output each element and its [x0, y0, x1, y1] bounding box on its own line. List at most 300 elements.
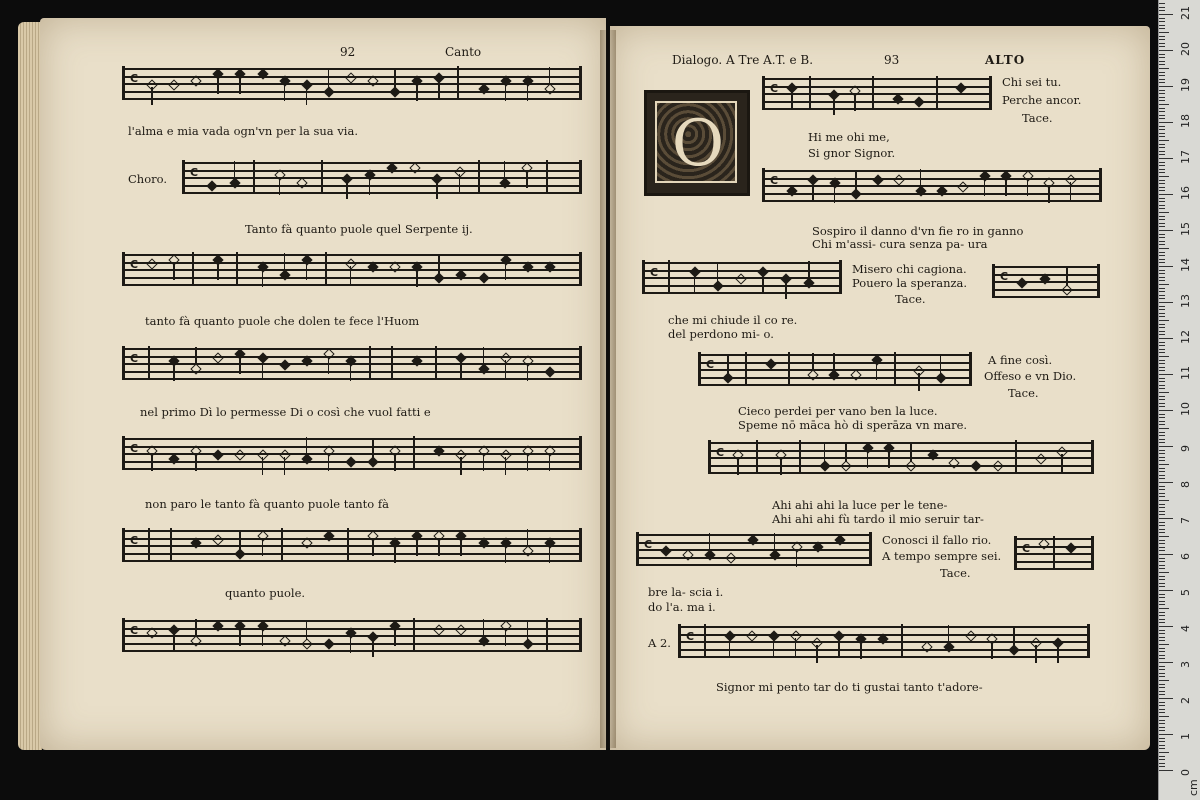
side-text: Tace. — [895, 292, 926, 306]
ruler-tick — [1159, 478, 1165, 479]
music-note — [301, 639, 312, 650]
note-stem — [460, 360, 462, 378]
ruler-tick — [1159, 504, 1165, 505]
note-stem — [483, 619, 485, 637]
note-stem — [483, 347, 485, 365]
note-stem — [812, 353, 814, 371]
staff-barline — [936, 76, 938, 110]
ruler-tick — [1159, 748, 1165, 749]
staff-barline — [122, 66, 125, 100]
lyric-line: Speme nō māca hò di sperāza vn mare. — [738, 418, 968, 432]
note-stem — [328, 356, 330, 374]
ruler-tick — [1159, 144, 1165, 145]
note-stem — [505, 628, 507, 646]
staff-barline — [636, 532, 639, 566]
note-stem — [306, 622, 308, 640]
clef-glyph: C — [1000, 270, 1009, 283]
note-stem — [416, 538, 418, 556]
ruler-tick — [1159, 450, 1165, 451]
ruler-tick — [1159, 651, 1165, 652]
staff-barline — [678, 624, 681, 658]
music-staff — [992, 264, 1100, 300]
ruler-tick — [1159, 54, 1165, 55]
ruler-tick — [1159, 28, 1165, 29]
ruler-tick — [1159, 165, 1165, 166]
music-note — [726, 553, 737, 564]
staff-barline — [148, 346, 150, 380]
ruler-tick — [1159, 270, 1165, 271]
ruler-tick — [1159, 694, 1165, 695]
ruler-tick — [1159, 705, 1165, 706]
ruler-tick — [1159, 586, 1165, 587]
note-stem — [438, 538, 440, 556]
note-stem — [262, 628, 264, 646]
staff-line — [122, 277, 582, 279]
staff-barline — [182, 160, 185, 194]
ruler-tick — [1159, 126, 1165, 127]
staff-barline — [969, 352, 972, 386]
note-stem — [328, 70, 330, 88]
note-stem — [306, 262, 308, 280]
ruler-tick — [1159, 723, 1165, 724]
ruler-tick — [1159, 565, 1165, 566]
ruler-tick — [1159, 82, 1165, 83]
ruler-tick — [1159, 403, 1165, 404]
music-note — [1035, 453, 1046, 464]
ruler-tick — [1159, 176, 1169, 177]
note-stem — [796, 549, 798, 567]
ruler-number: 20 — [1179, 42, 1192, 56]
ruler-tick — [1159, 763, 1165, 764]
music-note — [1016, 277, 1027, 288]
ruler-tick — [1159, 442, 1165, 443]
staff-line — [762, 108, 992, 110]
note-stem — [785, 281, 787, 299]
ruler-tick — [1159, 741, 1165, 742]
ruler-tick — [1159, 388, 1165, 389]
music-note — [747, 534, 758, 545]
note-stem — [394, 628, 396, 646]
music-note — [367, 457, 378, 468]
ruler-tick — [1159, 50, 1173, 51]
staff-line — [122, 650, 582, 652]
staff-line — [122, 371, 582, 373]
staff-barline — [321, 160, 323, 194]
staff-line — [122, 538, 582, 540]
staff-barline — [236, 252, 238, 286]
staff-line — [708, 450, 1094, 452]
ruler-number: 10 — [1179, 402, 1192, 416]
note-stem — [527, 83, 529, 101]
ruler-tick — [1159, 770, 1173, 771]
staff-line — [708, 465, 1094, 467]
note-stem — [940, 356, 942, 374]
staff-barline — [1053, 536, 1055, 570]
staff-barline — [148, 528, 150, 562]
note-stem — [173, 262, 175, 280]
note-stem — [483, 453, 485, 471]
note-stem — [416, 269, 418, 287]
note-stem — [549, 453, 551, 471]
music-staff — [636, 532, 872, 568]
ruler-tick — [1159, 313, 1165, 314]
ruler-tick — [1159, 554, 1173, 555]
ruler-tick — [1159, 280, 1165, 281]
staff-barline — [992, 264, 995, 298]
ruler-tick — [1159, 284, 1169, 285]
ruler-tick — [1159, 756, 1165, 757]
staff-line — [698, 384, 972, 386]
staff-line — [642, 292, 842, 294]
note-stem — [1048, 185, 1050, 203]
staff-line — [678, 649, 1090, 651]
staff-line — [762, 170, 1102, 172]
clef-glyph: C — [130, 72, 139, 85]
music-staff — [698, 352, 972, 388]
staff-barline — [901, 624, 903, 658]
note-stem — [262, 269, 264, 287]
ruler-unit-label: cm — [1187, 779, 1200, 796]
ruler-tick — [1159, 21, 1165, 22]
staff-barline — [989, 76, 992, 110]
ruler-tick — [1159, 662, 1173, 663]
music-note — [235, 449, 246, 460]
staff-barline — [457, 66, 459, 100]
ruler-tick — [1159, 590, 1173, 591]
lyric-line: Ahi ahi ahi fù tardo il mio seruir tar- — [772, 512, 984, 526]
note-stem — [549, 67, 551, 85]
music-note — [386, 162, 397, 173]
staff-barline — [894, 352, 896, 386]
ruler-tick — [1159, 219, 1165, 220]
note-stem — [436, 181, 438, 199]
ruler-tick — [1159, 32, 1169, 33]
staff-barline — [579, 436, 582, 470]
staff-barline — [872, 76, 874, 110]
clef-glyph: C — [644, 538, 653, 551]
ruler-tick — [1159, 18, 1165, 19]
note-stem — [1061, 454, 1063, 472]
music-note — [213, 352, 224, 363]
ruler-tick — [1159, 486, 1165, 487]
staff-line — [642, 262, 842, 264]
ruler-tick — [1159, 698, 1173, 699]
ruler-tick — [1159, 75, 1165, 76]
staff-barline — [546, 160, 548, 194]
note-stem — [505, 83, 507, 101]
note-stem — [173, 363, 175, 381]
ruler-tick — [1159, 507, 1165, 508]
ruler-tick — [1159, 439, 1165, 440]
ruler-tick — [1159, 345, 1165, 346]
note-stem — [854, 93, 856, 111]
staff-barline — [788, 352, 790, 386]
staff-barline — [122, 252, 125, 286]
note-stem — [195, 347, 197, 365]
ruler-tick — [1159, 684, 1165, 685]
ruler-tick — [1159, 324, 1165, 325]
music-note — [935, 373, 946, 384]
music-note — [1062, 285, 1073, 296]
ruler-tick — [1159, 273, 1165, 274]
side-text: A tempo sempre sei. — [882, 549, 1002, 563]
music-note — [434, 273, 445, 284]
side-text: A fine così. — [988, 353, 1053, 367]
note-stem — [460, 457, 462, 475]
note-stem — [1005, 178, 1007, 196]
music-staff — [122, 528, 582, 564]
ruler-tick — [1159, 360, 1165, 361]
ruler-tick — [1159, 64, 1165, 65]
left-running-head: Canto — [445, 45, 482, 59]
ruler-number: 7 — [1179, 517, 1192, 524]
ruler-tick — [1159, 514, 1165, 515]
note-stem — [808, 261, 810, 279]
music-note — [544, 367, 555, 378]
staff-barline — [122, 436, 125, 470]
ruler-tick — [1159, 327, 1165, 328]
music-note — [958, 181, 969, 192]
staff-line — [122, 378, 582, 380]
staff-line — [122, 254, 582, 256]
ruler-tick — [1159, 10, 1165, 11]
staff-barline — [347, 528, 349, 562]
staff-barline — [325, 252, 327, 286]
lyric-line: che mi chiude il co re. — [668, 313, 798, 327]
ruler-tick — [1159, 241, 1165, 242]
clef-glyph: C — [130, 534, 139, 547]
ruler-tick — [1159, 205, 1165, 206]
ruler-tick — [1159, 111, 1165, 112]
ruler-tick — [1159, 738, 1165, 739]
staff-barline — [579, 252, 582, 286]
ruler-tick — [1159, 378, 1165, 379]
side-text: Chi sei tu. — [1002, 75, 1062, 89]
note-stem — [350, 635, 352, 653]
ruler-tick — [1159, 72, 1165, 73]
staff-barline — [413, 436, 415, 470]
ruler-number: 13 — [1179, 294, 1192, 308]
note-stem — [279, 177, 281, 195]
note-stem — [527, 622, 529, 640]
ruler-tick — [1159, 446, 1173, 447]
note-stem — [262, 360, 264, 378]
ruler-tick — [1159, 702, 1165, 703]
ruler-tick — [1159, 734, 1173, 735]
staff-line — [182, 192, 582, 194]
note-stem — [1035, 645, 1037, 663]
ruler-tick — [1159, 356, 1169, 357]
clef-glyph: C — [130, 352, 139, 365]
music-note — [522, 639, 533, 650]
staff-barline — [478, 160, 480, 194]
note-stem — [505, 360, 507, 378]
music-note — [872, 174, 883, 185]
staff-line — [708, 442, 1094, 444]
ruler-tick — [1159, 237, 1165, 238]
music-staff — [762, 168, 1102, 204]
staff-barline — [192, 252, 194, 286]
lyric-line: Cieco perdei per vano ben la luce. — [738, 404, 938, 418]
ruler-tick — [1159, 169, 1165, 170]
staff-barline — [170, 528, 172, 562]
note-stem — [262, 457, 264, 475]
staff-line — [698, 354, 972, 356]
ruler-tick — [1159, 453, 1165, 454]
side-text: Conosci il fallo rio. — [882, 533, 992, 547]
ruler-tick — [1159, 342, 1165, 343]
lyric-line: Signor mi pento tar do ti gustai tanto t'adore- — [716, 680, 983, 694]
right-page-title: Dialogo. A Tre A.T. e B. — [672, 53, 814, 67]
staff-line — [762, 78, 992, 80]
clef-glyph: C — [770, 82, 779, 95]
note-stem — [195, 619, 197, 637]
ruler-tick — [1159, 115, 1165, 116]
note-stem — [394, 545, 396, 563]
ruler-tick — [1159, 594, 1165, 595]
ruler-tick — [1159, 658, 1165, 659]
note-stem — [350, 363, 352, 381]
note-stem — [306, 87, 308, 105]
music-note — [851, 189, 862, 200]
music-staff — [122, 252, 582, 288]
ruler-tick — [1159, 622, 1165, 623]
music-note — [1065, 542, 1076, 553]
note-stem — [372, 538, 374, 556]
music-note — [146, 258, 157, 269]
staff-barline — [281, 528, 283, 562]
ruler-tick — [1159, 712, 1165, 713]
clef-glyph: C — [686, 630, 695, 643]
note-stem — [173, 632, 175, 650]
ruler-tick — [1159, 608, 1169, 609]
ruler-number: 19 — [1179, 78, 1192, 92]
note-stem — [239, 76, 241, 94]
ruler-tick — [1159, 190, 1165, 191]
staff-barline — [668, 260, 670, 294]
note-stem — [394, 70, 396, 88]
ruler-tick — [1159, 676, 1165, 677]
note-stem — [284, 457, 286, 475]
staff-line — [122, 545, 582, 547]
note-stem — [855, 172, 857, 190]
staff-barline — [391, 346, 393, 380]
ruler-tick — [1159, 381, 1165, 382]
clef-glyph: C — [130, 258, 139, 271]
note-stem — [774, 533, 776, 551]
note-stem — [195, 453, 197, 471]
staff-line — [642, 270, 842, 272]
music-staff — [642, 260, 842, 296]
staff-barline — [253, 160, 255, 194]
clef-glyph: C — [1022, 542, 1031, 555]
note-stem — [1057, 645, 1059, 663]
staff-barline — [762, 76, 765, 110]
music-note — [257, 68, 268, 79]
ruler-tick — [1159, 252, 1165, 253]
staff-line — [992, 296, 1100, 298]
side-text: Offeso e vn Dio. — [984, 369, 1077, 383]
ruler-tick — [1159, 151, 1165, 152]
ruler-tick — [1159, 298, 1165, 299]
music-note — [323, 87, 334, 98]
note-stem — [791, 90, 793, 108]
note-stem — [394, 453, 396, 471]
ruler-tick — [1159, 363, 1165, 364]
note-stem — [834, 185, 836, 203]
staff-barline — [579, 618, 582, 652]
staff-barline — [708, 440, 711, 474]
staff-line — [636, 564, 872, 566]
ruler-number: 2 — [1179, 697, 1192, 704]
ruler-tick — [1159, 619, 1165, 620]
ruler-number: 16 — [1179, 186, 1192, 200]
staff-line — [182, 162, 582, 164]
music-note — [913, 97, 924, 108]
ruler-tick — [1159, 648, 1165, 649]
decorated-initial — [644, 90, 750, 196]
music-note — [970, 461, 981, 472]
ruler-tick — [1159, 352, 1165, 353]
lyric-line: do l'a. ma i. — [648, 600, 716, 614]
choro-label: Choro. — [128, 172, 168, 186]
note-stem — [729, 638, 731, 656]
ruler-tick — [1159, 68, 1169, 69]
ruler-tick — [1159, 129, 1165, 130]
note-stem — [780, 457, 782, 475]
staff-barline — [122, 618, 125, 652]
note-stem — [838, 638, 840, 656]
ruler-tick — [1159, 745, 1165, 746]
music-note — [323, 639, 334, 650]
ruler-tick — [1159, 316, 1165, 317]
note-stem — [504, 161, 506, 179]
ruler-number: 15 — [1179, 222, 1192, 236]
note-stem — [416, 83, 418, 101]
ruler-tick — [1159, 385, 1165, 386]
ruler-number: 21 — [1179, 6, 1192, 20]
music-note — [992, 461, 1003, 472]
ruler-tick — [1159, 198, 1165, 199]
ruler-tick — [1159, 464, 1169, 465]
note-stem — [372, 639, 374, 657]
ruler-tick — [1159, 579, 1165, 580]
clef-glyph: C — [716, 446, 725, 459]
note-stem — [346, 181, 348, 199]
music-note — [840, 461, 851, 472]
staff-line — [122, 269, 582, 271]
note-stem — [372, 440, 374, 458]
right-page-number: 93 — [884, 53, 900, 67]
music-note — [235, 549, 246, 560]
staff-barline — [799, 440, 801, 474]
ruler-tick — [1159, 475, 1165, 476]
ruler-tick — [1159, 583, 1165, 584]
ruler-tick — [1159, 532, 1165, 533]
ruler-tick — [1159, 208, 1165, 209]
staff-barline — [839, 260, 842, 294]
note-stem — [717, 264, 719, 282]
music-note — [213, 449, 224, 460]
left-page-number: 92 — [340, 45, 356, 59]
staff-line — [762, 200, 1102, 202]
note-stem — [505, 545, 507, 563]
staff-barline — [642, 260, 645, 294]
staff-line — [678, 626, 1090, 628]
lyric-line: nel primo Dì lo permesse Di o così che vuol fatti e — [140, 405, 431, 419]
ruler-tick — [1159, 759, 1165, 760]
note-stem — [918, 373, 920, 391]
